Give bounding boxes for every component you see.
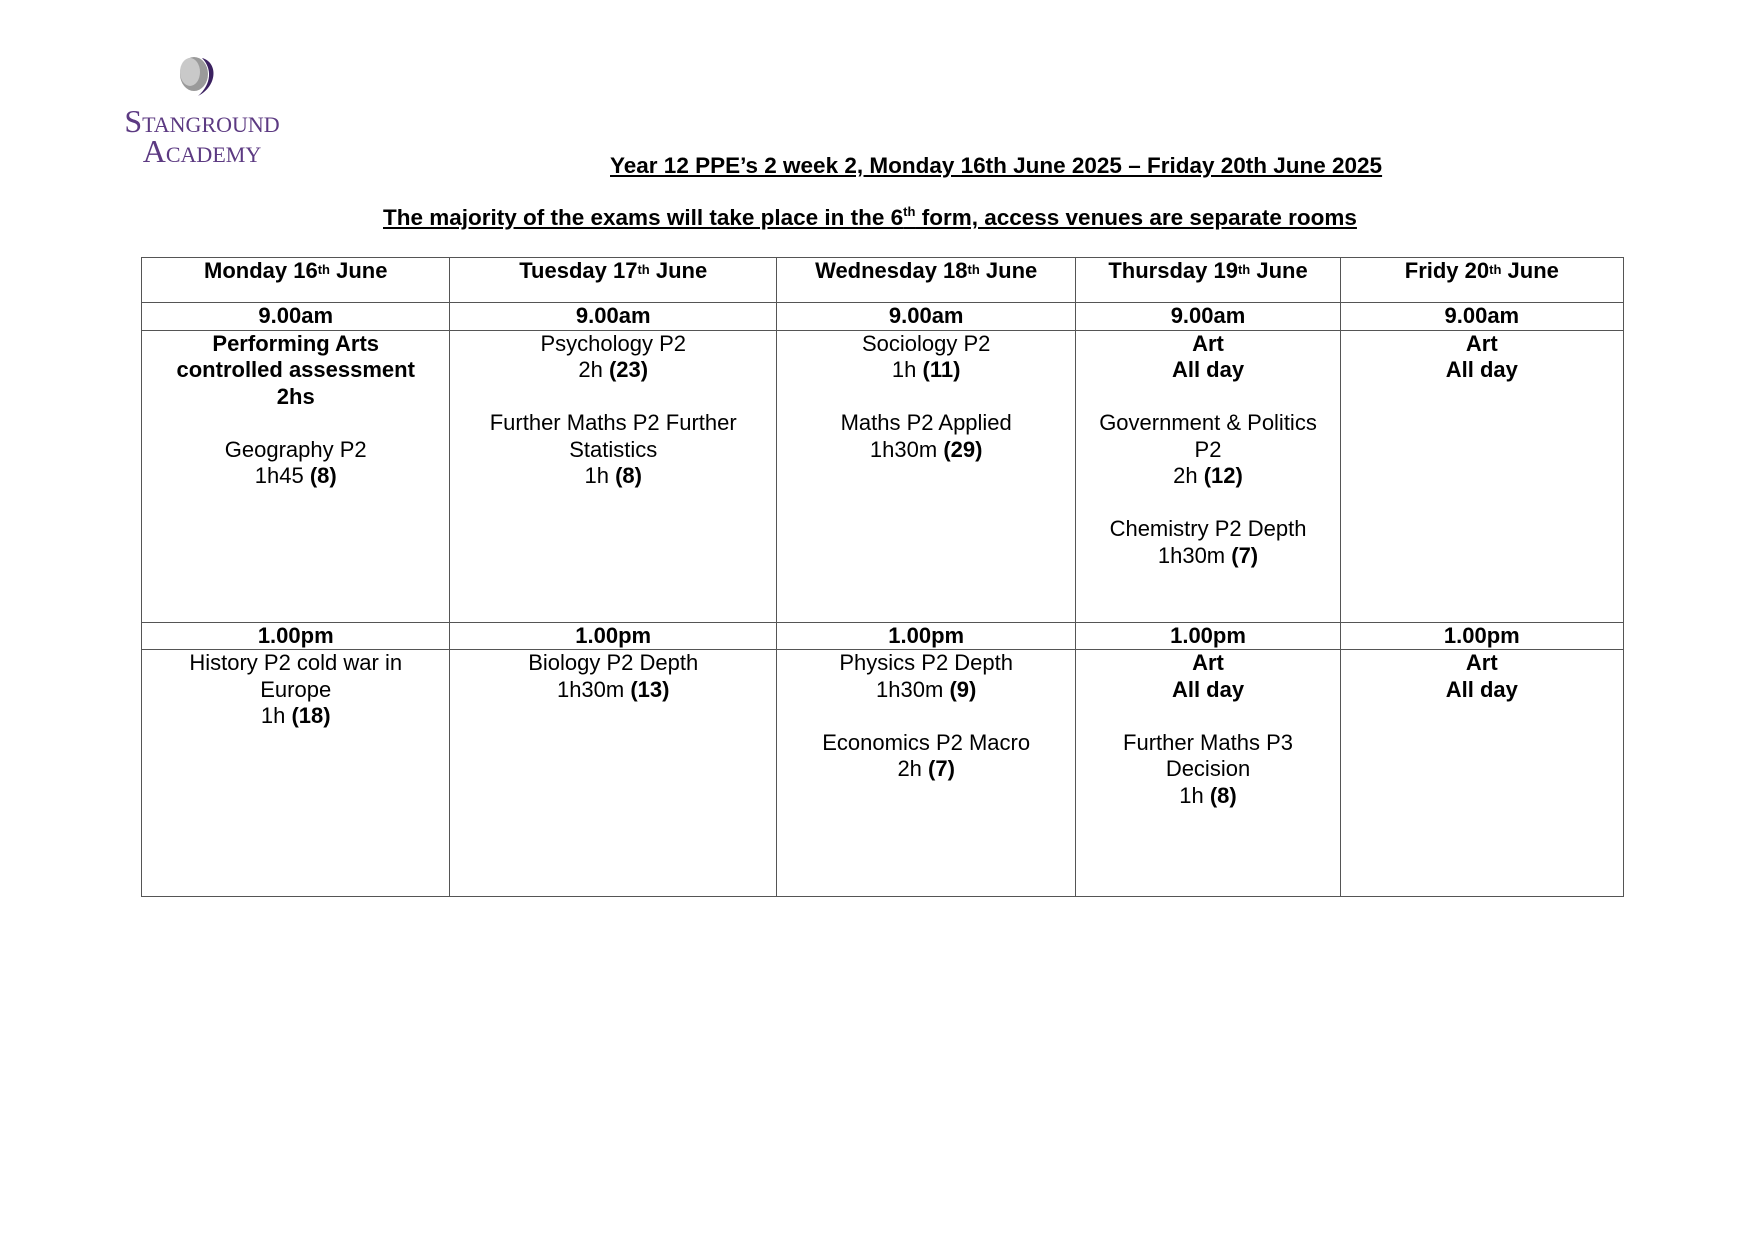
day-header-friday: Fridy 20th June (1340, 258, 1623, 303)
exam-title: Chemistry P2 Depth (1109, 516, 1307, 541)
afternoon-time-row (142, 622, 1624, 650)
exam-title: Decision (1165, 756, 1251, 781)
day-header-tuesday: Tuesday 17th June (450, 258, 777, 303)
candidate-count: (11) (922, 357, 961, 382)
candidate-count: (9) (949, 676, 977, 702)
morning-cell-tuesday (450, 330, 777, 622)
candidate-count: (29) (943, 436, 983, 462)
morning-time-monday: 9.00am (142, 303, 450, 331)
exam-title: Performing Arts (212, 330, 380, 356)
exam-duration: All day (1445, 357, 1518, 382)
exam-duration: 1h30m (13) (556, 676, 670, 702)
morning-time-row (142, 303, 1624, 331)
exam-duration: 1h (18) (260, 703, 331, 728)
afternoon-cell-tuesday (450, 650, 777, 897)
exam-duration: 1h (8) (1179, 782, 1237, 808)
morning-exams-row (142, 330, 1624, 622)
day-header-thursday: Thursday 19th June (1076, 258, 1340, 303)
exam-title: Europe (260, 676, 332, 702)
exam-title: Art (1465, 330, 1498, 356)
exam-duration: 2hs (276, 383, 315, 409)
candidate-count: (8) (309, 463, 337, 488)
morning-time-tuesday: 9.00am (450, 303, 777, 331)
morning-time-thursday: 9.00am (1076, 303, 1340, 331)
exam-duration: 1h45 (8) (254, 463, 337, 488)
day-header-monday: Monday 16th June (142, 258, 450, 303)
document-title: Year 12 PPE’s 2 week 2, Monday 16th June 2025 – Friday 20th June 2025 (610, 153, 1383, 178)
morning-cell-wednesday (776, 330, 1075, 622)
day-header-row (142, 258, 1624, 303)
exam-title: Art (1192, 330, 1224, 356)
exam-title: Art (1192, 650, 1224, 675)
candidate-count: (23) (608, 357, 649, 382)
candidate-count: (7) (928, 756, 955, 781)
exam-duration: 1h (8) (584, 463, 642, 488)
exam-timetable (141, 257, 1624, 897)
morning-cell-thursday (1076, 330, 1340, 622)
afternoon-cell-wednesday (776, 650, 1075, 897)
exam-title: Geography P2 (224, 436, 367, 462)
stanground-academy-logo (92, 52, 312, 168)
afternoon-cell-monday (142, 650, 450, 897)
exam-title: Psychology P2 (540, 330, 686, 356)
candidate-count: (8) (1209, 782, 1237, 808)
candidate-count: (12) (1203, 463, 1243, 488)
exam-duration: 1h30m (29) (869, 436, 983, 462)
day-header-wednesday: Wednesday 18th June (776, 258, 1075, 303)
afternoon-exams-row (142, 650, 1624, 897)
exam-title: Economics P2 Macro (822, 729, 1031, 755)
candidate-count: (7) (1231, 542, 1259, 568)
exam-duration: All day (1171, 357, 1245, 382)
exam-title: Further Maths P3 (1123, 729, 1293, 755)
afternoon-cell-friday (1340, 650, 1623, 897)
candidate-count: (8) (615, 463, 642, 488)
exam-title: Biology P2 Depth (528, 650, 699, 675)
logo-text-line2: Academy (142, 133, 262, 169)
afternoon-time-monday: 1.00pm (142, 622, 450, 650)
exam-duration: All day (1171, 676, 1245, 702)
venue-note: The majority of the exams will take place in the 6th form, access venues are separate rooms (383, 204, 1357, 230)
logo-text-line1: Stanground (124, 103, 280, 139)
candidate-count: (18) (291, 703, 331, 728)
exam-title: History P2 cold war in (189, 650, 403, 675)
afternoon-time-wednesday: 1.00pm (776, 622, 1075, 650)
exam-duration: All day (1445, 676, 1518, 702)
logo-emblem-icon (172, 52, 228, 102)
morning-time-friday: 9.00am (1340, 303, 1623, 331)
exam-duration: 2h (23) (578, 357, 649, 382)
afternoon-time-friday: 1.00pm (1340, 622, 1623, 650)
exam-title: Maths P2 Applied (840, 410, 1012, 435)
exam-duration: 1h30m (9) (876, 676, 977, 702)
exam-duration: 1h30m (7) (1157, 542, 1259, 568)
exam-title: Further Maths P2 Further (489, 410, 737, 435)
exam-title: Government & Politics (1099, 410, 1317, 435)
exam-duration: 2h (12) (1173, 463, 1243, 488)
afternoon-time-thursday: 1.00pm (1076, 622, 1340, 650)
afternoon-cell-thursday (1076, 650, 1340, 897)
exam-duration: 1h (11) (891, 357, 961, 382)
morning-cell-friday (1340, 330, 1623, 622)
exam-duration: 2h (7) (897, 756, 955, 781)
candidate-count: (13) (630, 676, 670, 702)
exam-title: Art (1465, 650, 1498, 675)
exam-title: Sociology P2 (861, 330, 991, 356)
exam-title: Physics P2 Depth (839, 650, 1013, 675)
afternoon-time-tuesday: 1.00pm (450, 622, 777, 650)
exam-title: Statistics (569, 436, 658, 462)
exam-title: controlled assessment (176, 357, 415, 382)
morning-time-wednesday: 9.00am (776, 303, 1075, 331)
morning-cell-monday (142, 330, 450, 622)
exam-title: P2 (1194, 436, 1222, 462)
